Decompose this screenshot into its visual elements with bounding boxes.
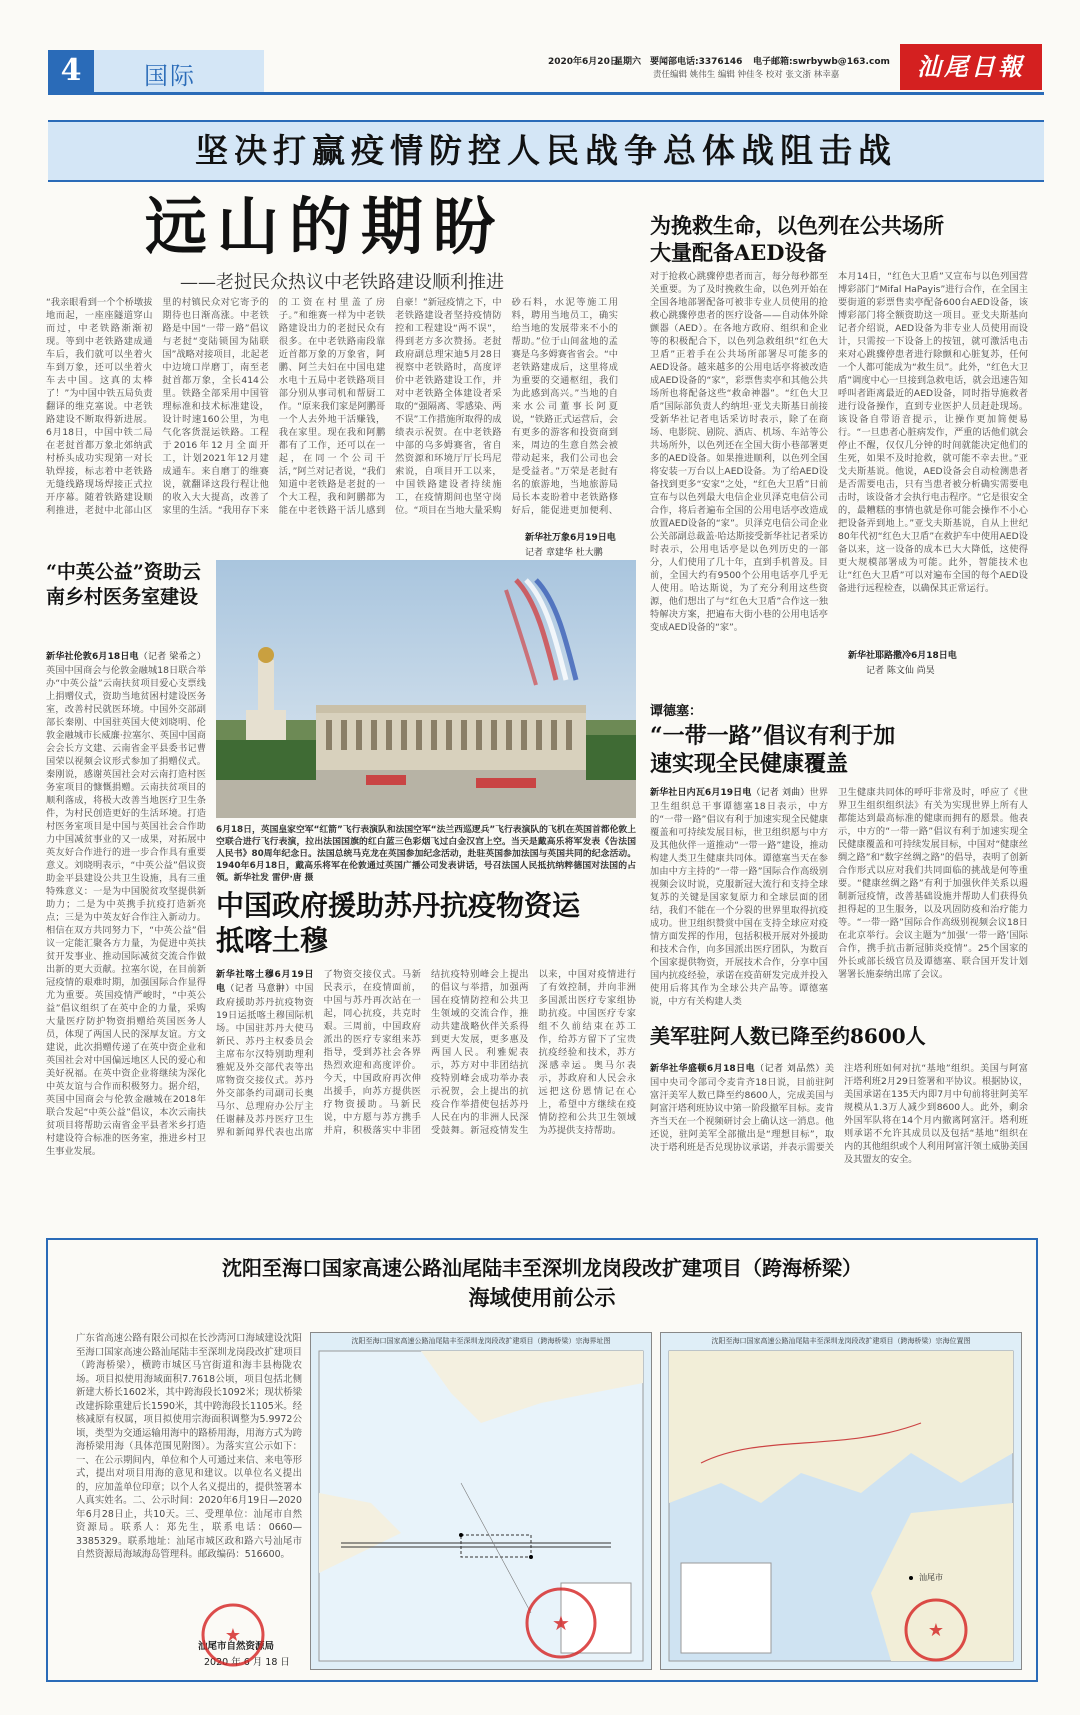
map-boundary (310, 1332, 652, 1670)
belt-road-body-left (650, 786, 828, 1010)
troops-body (650, 1062, 1028, 1228)
theme-banner (48, 120, 1044, 182)
belt-road-byline: 新华社日内瓦6月19日电 (650, 788, 752, 798)
public-notice (46, 1238, 1038, 1682)
uk-body-text: 英国中国商会与伦敦金融城18日联合举办“中英公益”云南扶贫项目爱心支票线上捐赠仪式，资助当地贫困村建设医务室，改善村民就医环境。中国外交部副部长秦刚、中国驻英国大使刘晓明、伦敦金融城市长威廉·拉塞尔、英国中国商会会长方文建、云南省金平县委书记曹国荣以视频会议形式参加了捐赠仪式。秦刚说，感谢英国社会对云南打造村医务室项目的慷慨捐赠。云南扶贫项目的顺利落成，将极大改善当地医疗卫生条件，为村民创造更好的生活环境。打造村医务室项目是中国与英国社会合作助力中国减贫事业的又一成果，对拓展中英友好合作进行的进一步合作具有重要意义。刘晓明表示，“中英公益”倡议资助金平县建设公共卫生设施，具有三重特殊意义：一是为中国脱贫攻坚提供新助力；二是为中英携手抗疫打造新亮点；三是为中英友好合作注入新动力。相信在双方共同努力下，“中英公益”倡议一定能汇聚各方力量，为促进中英扶贫开发事业、推动国际减贫交流合作做出新的更大贡献。拉塞尔说，在目前新冠疫情的艰难时期，加强国际合作显得尤为重要。英国疫情严峻时，“中英公益”倡议组织了在英中企的力量，采购大量医疗防护物资捐赠给英国医务人员，体现了两国人民的深厚友谊。方文建说，此次捐赠传递了在英中资企业和英国社会对中国偏远地区人民的爱心和美好祝福。在英中资企业将继续为深化中英友谊与合作而积极努力。据介绍，英国中国商会与伦敦金融城在2018年联合发起“中英公益”倡议，本次云南扶贫项目将帮助云南省金平县者米乡打造村建设符合标准的医务室，推进乡村卫生事业发展。 (46, 665, 206, 1157)
uk-body (46, 650, 206, 1286)
main-story-byline: 新华社万象6月19日电 (525, 533, 616, 543)
main-story-body: “我亲眼看到一个个桥墩拔地而起，一座座隧道穿山而过，中老铁路渐渐初现。等到中老铁路建成通车后，我们就可以坐着火车到万象，还可以坐着火车去中国。这真的太棒了！”为中国中铁五局负责翻译的维克塞说。中老铁路建设不断取得新进展。6月18日，中国中铁二局在老挝首都万象北郊纳武村桥头成功实现第一对长轨焊接，标志着中老铁路无缝线路现场焊接正式拉开序幕。随着铁路建设顺利推进，老挝中北部山区里的村镇民众对它寄予的期待也日渐高涨。中老铁路是中国“一带一路”倡议与老挝“变陆锁国为陆联国”战略对接项目，北起老中边境口岸磨丁，南至老挝首都万象，全长414公里。铁路全部采用中国管理标准和技术标准建设，设计时速160公里，为电气化客货混运铁路。工程于2016年12月全面开工，计划2021年12月建成通车。来自磨丁的维赛说，就翻译这段行程让他的收入大大提高，改善了家里的生活。“我用存下来的工资在村里盖了房子。”和维赛一样为中老铁路建设出力的老挝民众有很多。在中老铁路南段靠近首都万象的万象省，阿鹏、阿兰夫妇在中国电建水电十五局中老铁路项目部分别从事司机和帮厨工作。“原来我们家是阿鹏哥一个人去外地干活赚钱，我在家里。现在我和阿鹏都有了工作，还可以在一起，在同一个公司干活，”阿兰对记者说，“我们知道中老铁路是老挝的一个大工程，我和阿鹏都为能在中老铁路干活儿感到自豪！”新冠疫情之下，中老铁路建设者坚持疫情防控和工程建设“两不误”，得到老方多次赞扬。老挝政府副总理宋迪5月28日视察中老铁路时，高度评价中老铁路建设工作，并对中老铁路全体建设者采取的“强隔离、零感染、两不误”工作措施所取得的成绩表示祝贺。在中老铁路中部的乌多姆赛省，省自然资源和环境厅厅长玛尼索说，自项目开工以来，中国铁路建设者持续施工，在疫情期间也坚守岗位。“项目在当地大量采购砂石料，水泥等施工用料，聘用当地员工，确实给当地的发展带来不小的帮助。”位于山间盆地的孟赛是乌多姆赛省省会。“中老铁路建成后，这里将成为重要的交通枢纽，我们为此感到高兴。”当地的自来水公司董事长阿夏说，“铁路正式运营后，会有更多的游客和投资商到来，周边的生意自然会被带动起来，我们公司也会是受益者。”万荣是老挝有名的旅游地，当地旅游局局长本麦盼着中老铁路修好后，能促进更加便利、 (46, 297, 618, 516)
notice-issue-date: 2020 年 6 月 18 日 (204, 1657, 290, 1668)
sudan-headline: 中国政府援助苏丹抗疫物资运抵喀土穆 (216, 889, 581, 957)
belt-road-body-a: 世界卫生组织总干事谭德塞18日表示，中方的“一带一路”倡议有利于加速实现全民健康覆盖和可持续发展目标，世卫组织愿与中方及其他伙伴一道推动“一带一路”建设，推动构建人类卫生健康共同体。谭德塞当天在参加由中方主持的“一带一路”国际合作高级别视频会议时说，克服新冠大流行和支持全球复苏的关键是国家复原力和全球层面的团结，我们不能在一个分裂的世界里取得抗疫成功。世卫组织赞赏中国在支持全球应对疫情方面发挥的作用，包括积极开展对外援助和技术合作，向多国派出医疗团队，为数百个国家提供物资，开展技术合作，分享中国国内抗疫经验，承诺在疫苗研发完成并投入使用后将其作为全球公共产品等。谭德塞说，中方有关构建人类 (650, 787, 828, 1007)
masthead-editors: 责任编辑 姚伟生 编辑 钟佳冬 校对 张文浙 林幸嘉 (653, 70, 840, 80)
map-left-title: 沈阳至海口国家高速公路汕尾陆丰至深圳龙岗段改扩建项目（跨海桥梁）宗海界址图 (351, 1337, 611, 1345)
photo-caption (216, 824, 636, 882)
main-story-reporters: 记者 章建华 杜大鹏 (525, 548, 603, 558)
main-subheadline: ——老挝民众热议中老铁路建设顺利推进 (180, 272, 504, 293)
page-number: 4 (60, 53, 82, 88)
news-photo (216, 560, 636, 818)
uk-reporters: （记者 梁希之） (138, 652, 206, 662)
paper-logo (900, 44, 1042, 90)
notice-issuer: 汕尾市自然资源局 (198, 1641, 275, 1652)
troops-headline: 美军驻阿人数已降至约8600人 (650, 1024, 926, 1048)
aed-headline: 为挽救生命，以色列在公共场所大量配备AED设备 (650, 213, 944, 265)
troops-byline: 新华社华盛顿6月18日电 (650, 1064, 756, 1074)
notice-seal-left (198, 1600, 268, 1670)
aed-byline: 新华社耶路撒冷6月18日电 (848, 651, 957, 661)
aed-reporters: 记者 陈文仙 尚昊 (866, 666, 935, 676)
sudan-byline: 新华社喀土穆6月19日电 (216, 970, 314, 994)
notice-seal-right (901, 1595, 971, 1665)
masthead-email: 电子邮箱:swrbywb@163.com (753, 57, 890, 67)
notice-title-line2: 海域使用前公示 (468, 1285, 616, 1310)
aed-body-right: 本月14日，“红色大卫盾”又宣布与以色列国营博彩部门“Mifal HaPayis”进行合作，在全国主要街道的彩票售卖亭配备600台AED设备，该博彩部门将全额资助这一项目。亚戈夫斯基向记者介绍说，AED设备为非专业人员使用而设计，只需按一下设备上的按钮，就可激活电击来对心跳骤停患者进行除颤和心脏复苏，任何一个人都可能成为“救生员”。此外，“红色大卫盾”调度中心一旦接到急救电话，就会迅速告知呼叫者距离最近的AED设备，同时指导施救者进行设备操作，直到专业医护人员赶赴现场。该设备自带语音提示，让操作更加简便易行。“一旦患者心脏病发作，严重的话他们就会停止不醒，仅仅几分钟的时间就能决定他们的生死，如果不及时抢救，就可能不幸去世。”亚戈夫斯基说。他说，AED设备会自动检测患者是否需要电击，只有当患者被分析确实需要电击时，该设备才会执行电击程序。“它是很安全的，最糟糕的事情也就是你可能会操作不小心把设备弄到地上。”亚戈夫斯基说，自从上世纪80年代初“红色大卫盾”在救护车中使用AED设备以来，这一设备的成本已大大降低，这使得更大规模部署成为可能。此外，智能技术也让“红色大卫盾”可以对遍布全国的每个AED设备进行远程检查，以确保其正常运行。 (838, 271, 1028, 594)
photo-caption-text: 6月18日，英国皇家空军“红箭”飞行表演队和法国空军“法兰西巡逻兵”飞行表演队的飞机在英国首都伦敦上空联合进行飞行表演，拉出法国国旗的红白蓝三色彩烟飞过白金汉宫上空。当天是戴高乐将军发表《告法国人民书》80周年纪念日。法国总统马克龙在英国参加纪念活动，赴驻英国参加法国与英国共同的纪念活动。1940年6月18日，戴高乐将军在伦敦通过英国广播公司发表讲话，号召法国人民抵抗纳粹德国对法国的占领。 (216, 825, 636, 882)
map-right-title: 沈阳至海口国家高速公路汕尾陆丰至深圳龙岗段改扩建项目（跨海桥梁）宗海位置图 (711, 1337, 971, 1345)
map-location (660, 1332, 1022, 1670)
photo-credit: 新华社发 雷伊·唐 摄 (233, 873, 314, 882)
svg-text:★: ★ (927, 1620, 945, 1641)
svg-text:★: ★ (224, 1625, 242, 1646)
troops-body-text: 美国中央司令部司令麦肯齐18日说，目前驻阿富汗美军人数已降至约8600人，完成美国与阿富汗塔利班协议中第一阶段撤军目标。麦肯齐当天在一个视频研讨会上确认这一消息。他还说，驻阿美军全部撤出是“理想目标”，取决于塔利班是否兑现协议承诺，并表示需要关注塔利班如何对抗“基地”组织。美国与阿富汗塔利班2月29日签署和平协议。根据协议，美国承诺在135天内即7月中旬前将驻阿美军规模从1.3万人减少到8600人。此外，剩余外国军队将在14个月内撤离阿富汗。塔利班则承诺不允许其成员以及包括“基地”组织在内的其他组织或个人利用阿富汗领土威胁美国及其盟友的安全。 (650, 1063, 1028, 1165)
masthead-rule (48, 92, 1044, 95)
masthead-weekday: 星期六 (614, 57, 642, 67)
paper-name: 汕尾日報 (917, 52, 1025, 81)
uk-headline: “中英公益”资助云南乡村医务室建设 (46, 561, 201, 608)
masthead-hotline: 要闻部电话:3376146 (650, 57, 743, 67)
belt-road-kicker: 谭德塞： (650, 704, 703, 719)
sudan-reporters: （记者 马意翀） (225, 984, 295, 994)
theme-banner-text: 坚决打赢疫情防控人民战争总体战阻击战 (195, 131, 897, 170)
sudan-body (216, 968, 636, 1228)
belt-road-headline: “一带一路”倡议有利于加速实现全民健康覆盖 (650, 723, 896, 777)
uk-byline: 新华社伦敦6月18日电 (46, 652, 139, 662)
map-right-place: 汕尾市 (919, 1573, 943, 1582)
aed-body-left: 对于抢救心跳骤停患者而言，每分每秒都至关重要。为了及时挽救生命，以色列开始在全国各地部署配备可被非专业人员使用的抢救心跳骤停患者的医疗设备——自动体外除颤器（AED）。在各地方政府、组织和企业等的积极配合下，以色列急救组织“红色大卫盾”正着手在公共场所部署尽可能多的AED设备。越来越多的公用电话亭将被改造成AED设备的“家”，彩票售卖亭和其他公共场所也将配备这些“救命神器”。“红色大卫盾”国际部负责人约纳坦·亚戈夫斯基日前接受新华社记者电话采访时表示，除了在商场、电影院、剧院、酒店、机场、车站等公共场所外，以色列还在全国大街小巷部署更多的AED设备。如果推进顺利，以色列全国将安装一万台以上AED设备。为了给AED设备找到更多“安家”之处，“红色大卫盾”日前宣布与以色列最大电信企业贝泽克电信公司合作，将后者遍布全国的公用电话亭改造成放置AED设备的“家”。贝泽克电信公司企业公关部副总裁盖·哈达斯接受新华社记者采访时表示，公用电话亭是以色列历史的一部分，人们使用了几十年，直到手机普及。目前，全国大约有9500个公用电话亭几乎无人使用。哈达斯说，为了充分利用这些资源，他们想出了与“红色大卫盾”合作这一独特解决方案，把遍布大街小巷的公用电话亭变成AED设备的“家”。 (650, 271, 828, 633)
masthead-date: 2020年6月20日 (548, 57, 619, 67)
notice-body: 广东省高速公路有限公司拟在长沙湾河口海域建设沈阳至海口国家高速公路汕尾陆丰至深圳龙岗段改扩建项目（跨海桥梁），横跨市城区马宫街道和海丰县梅陇农场。项目拟使用海域面积7.7618公顷，项目包括北侧新建大桥长1602米，其中跨海段长1092米；现状桥梁改建拆除重建后长1590米，其中跨海段长1105米。经核减原有权属，项目拟使用宗海面积调整为5.9972公顷，类型为交通运输用海中的路桥用海，用海方式为跨海桥梁用海（具体范围见附图）。为落实宣公示如下：一、在公示期间内，单位和个人可通过来信、来电等形式，提出对项目用海的意见和建议。以单位名义提出的，应加盖单位印章；以个人名义提出的，提供签署本人真实姓名。二、公示时间：2020年6月19日—2020年6月28日止，共10天。三、受理单位：汕尾市自然资源局。联系人：郑先生，联系电话：0660—3385329。联系地址：汕尾市城区政和路六号汕尾市自然资源局海域海岛管理科。邮政编码：516600。 (76, 1333, 302, 1560)
buckingham-palace-photo (216, 560, 636, 818)
section-name: 国际 (144, 62, 196, 90)
sudan-body-text: 中国政府援助苏丹抗疫物资19日运抵喀土穆国际机场。中国驻苏丹大使马新民、苏丹主权委员会主席布尔汉特别助理利雅妮及外交部代表等出席物资交接仪式。苏丹外交部条约司副司长奥马尔、总理府办公厅主任谢赫及苏丹医疗卫生界和新闻界代表也出席了物资交接仪式。马新民表示，在疫情面前，中国与苏丹再次站在一起，同心抗疫，共克时艰。三周前，中国政府派出的医疗专家组来苏指导，受到苏社会各界热烈欢迎和高度评价。今天，中国政府再次伸出援手，向苏方提供医疗物资援助。马新民说，中方愿与苏方携手并肩，积极落实中非团结抗疫特别峰会上提出的倡议与举措，加强两国在疫情防控和公共卫生领域的交流合作，推动共建战略伙伴关系得到更大发展，更多惠及两国人民。利雅妮表示，苏方对中非团结抗疫特别峰会成功举办表示祝贺，会上提出的抗疫合作举措使包括苏丹人民在内的非洲人民深受鼓舞。新冠疫情发生以来，中国对疫情进行了有效控制，并向非洲多国派出医疗专家组协助抗疫。中国医疗专家组不久前结束在苏工作，给苏方留下了宝贵抗疫经验和技术，苏方深感幸运。奥马尔表示，苏政府和人民会永远把这份恩情记在心上，希望中方继续在疫情防控和公共卫生领域为苏提供支持帮助。 (216, 969, 636, 1138)
notice-title-line1: 沈阳至海口国家高速公路汕尾陆丰至深圳龙岗段改扩建项目（跨海桥梁） (222, 1256, 862, 1280)
notice-seal-mid (521, 1583, 601, 1663)
masthead (48, 44, 1044, 96)
troops-reporters: （记者 刘品然） (755, 1064, 825, 1074)
belt-road-body-right: 卫生健康共同体的呼吁非常及时，呼应了《世界卫生组织组织法》有关为实现世界上所有人都能达到最高标准的健康而拥有的愿景。他表示，中方的“一带一路”倡议有利于加速实现全民健康覆盖和可持续发展目标，中国对“健康丝绸之路”和“数字丝绸之路”的倡导，表明了创新合作形式以应对我们共同面临的挑战是何等重要。“健康丝绸之路”有利于加强伙伴关系以遏制新冠疫情，改善基础设施并帮助人们获得负担得起的卫生服务，以及巩固防疫和治疗能力等。“一带一路”国际合作高级别视频会议18日在北京举行。会议主题为“加强‘一带一路’国际合作，携手抗击新冠肺炎疫情”。25个国家的外长或部长级官员及谭德塞、联合国开发计划署署长施泰纳出席了会议。 (838, 787, 1028, 980)
svg-text:★: ★ (552, 1611, 570, 1635)
belt-road-reporters: （记者 刘曲） (751, 788, 810, 798)
main-headline: 远山的期盼 (145, 190, 506, 263)
